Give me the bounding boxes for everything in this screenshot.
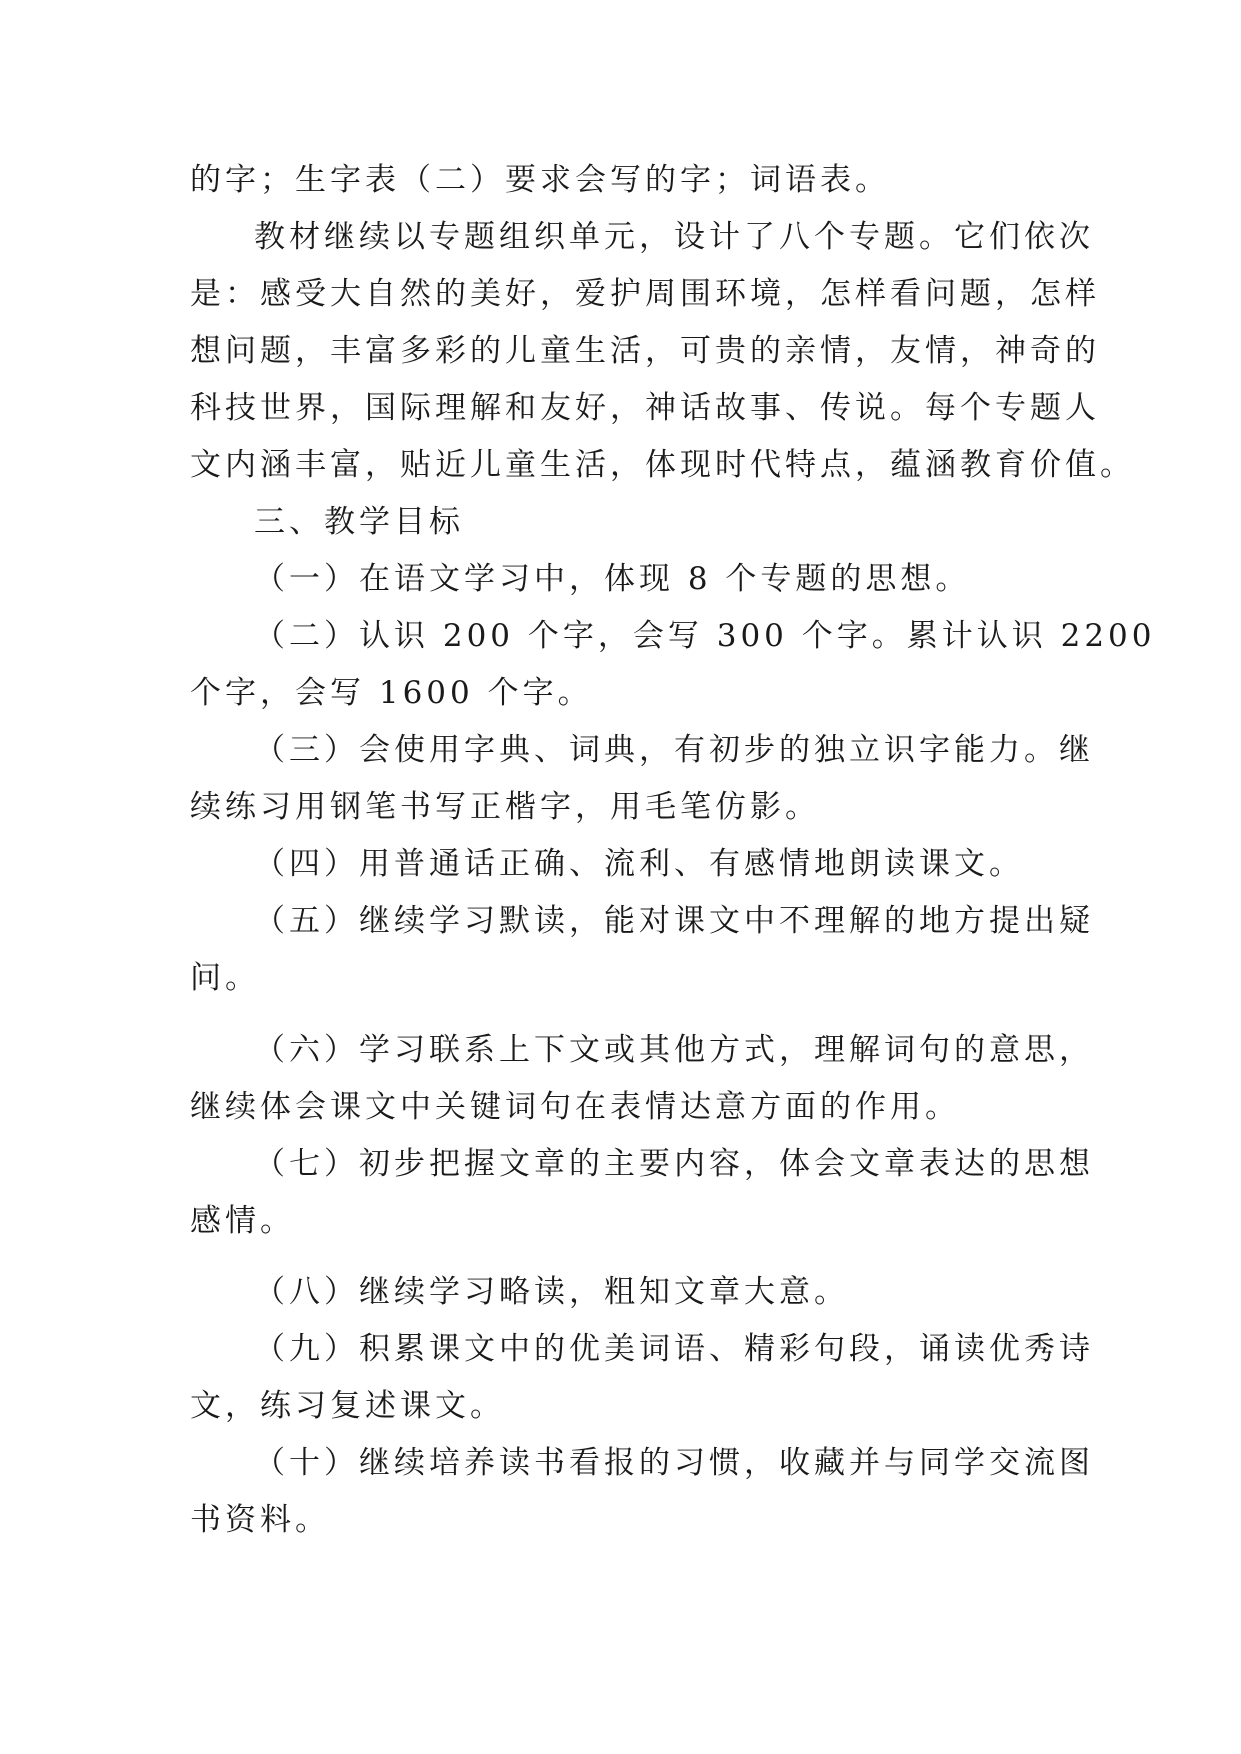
text-line: 想问题，丰富多彩的儿童生活，可贵的亲情，友情，神奇的 — [190, 333, 1100, 369]
objective-item: （十）继续培养读书看报的习惯，收藏并与同学交流图 — [254, 1445, 1094, 1481]
text-line: 感情。 — [190, 1203, 295, 1239]
text-line: 的字；生字表（二）要求会写的字；词语表。 — [190, 162, 890, 198]
text-line: 文，练习复述课文。 — [190, 1388, 505, 1424]
objective-item: （五）继续学习默读，能对课文中不理解的地方提出疑 — [254, 903, 1094, 939]
text-line: 问。 — [190, 960, 260, 996]
text-line: 续练习用钢笔书写正楷字，用毛笔仿影。 — [190, 789, 820, 825]
text-line: 个字，会写 1600 个字。 — [190, 675, 593, 711]
objective-item: （三）会使用字典、词典，有初步的独立识字能力。继 — [254, 732, 1094, 768]
text-line: 书资料。 — [190, 1502, 330, 1538]
objective-item: （四）用普通话正确、流利、有感情地朗读课文。 — [254, 846, 1024, 882]
objective-item: （八）继续学习略读，粗知文章大意。 — [254, 1274, 849, 1310]
objective-item: （九）积累课文中的优美词语、精彩句段，诵读优秀诗 — [254, 1331, 1094, 1367]
objective-item: （一）在语文学习中，体现 8 个专题的思想。 — [254, 561, 971, 597]
objective-item: （七）初步把握文章的主要内容，体会文章表达的思想 — [254, 1146, 1094, 1182]
objective-item: （二）认识 200 个字，会写 300 个字。累计认识 2200 — [254, 618, 1156, 654]
text-line: 科技世界，国际理解和友好，神话故事、传说。每个专题人 — [190, 390, 1100, 426]
section-heading: 三、教学目标 — [254, 504, 464, 540]
text-line: 文内涵丰富，贴近儿童生活，体现时代特点，蕴涵教育价值。 — [190, 447, 1135, 483]
objective-item: （六）学习联系上下文或其他方式，理解词句的意思， — [254, 1032, 1094, 1068]
text-line: 继续体会课文中关键词句在表情达意方面的作用。 — [190, 1089, 960, 1125]
paragraph-first-line: 教材继续以专题组织单元，设计了八个专题。它们依次 — [254, 219, 1094, 255]
text-line: 是：感受大自然的美好，爱护周围环境，怎样看问题，怎样 — [190, 276, 1100, 312]
